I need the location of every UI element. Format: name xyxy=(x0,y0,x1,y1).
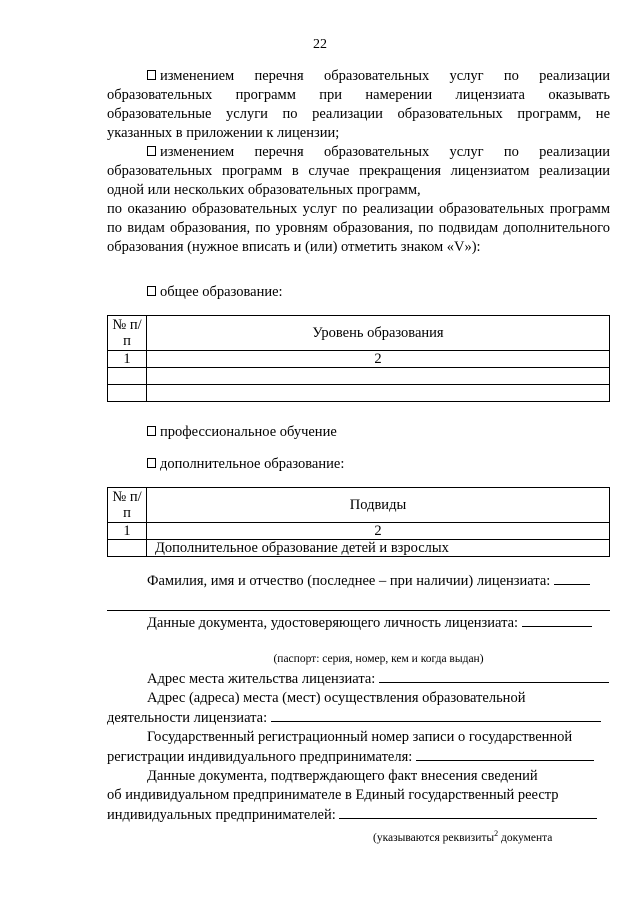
option-label: дополнительное образование: xyxy=(160,456,345,472)
table-cell: 2 xyxy=(147,523,610,540)
table-row xyxy=(108,368,610,385)
option-label: общее образование: xyxy=(160,284,283,300)
option-label: профессиональное обучение xyxy=(160,424,337,440)
egrip-label-line2: об индивидуальном предпринимателе в Единый государственный реестр xyxy=(107,787,559,803)
residence-input[interactable] xyxy=(379,669,609,683)
table-header-cell: № п/п xyxy=(108,316,147,351)
field-label: регистрации индивидуального предпринимателя: xyxy=(107,749,413,765)
ogrnip-input[interactable] xyxy=(416,747,594,761)
field-label: Данные документа, удостоверяющего личность лицензиата: xyxy=(147,615,519,631)
paragraph-change-add xyxy=(107,67,610,143)
table-cell[interactable]: Дополнительное образование детей и взрослых xyxy=(147,540,610,557)
id-document-field xyxy=(107,613,610,633)
ogrnip-field xyxy=(107,747,610,767)
checkbox-icon[interactable] xyxy=(147,146,156,156)
table-header-cell: № п/п xyxy=(108,488,147,523)
table-cell[interactable] xyxy=(108,368,147,385)
table-cell[interactable] xyxy=(108,385,147,402)
checkbox-icon[interactable] xyxy=(147,426,156,436)
checkbox-icon[interactable] xyxy=(147,286,156,296)
field-label: деятельности лицензиата: xyxy=(107,710,268,726)
field-label: Адрес места жительства лицензиата: xyxy=(147,671,376,687)
caption-text: (указываются реквизиты xyxy=(373,831,495,844)
table-cell: 1 xyxy=(108,351,147,368)
field-label: Фамилия, имя и отчество (последнее – при наличии) лицензиата: xyxy=(147,573,551,589)
option-additional xyxy=(107,455,610,474)
document-body xyxy=(107,67,610,848)
activity-address-label: Адрес (адреса) места (мест) осуществления образовательной xyxy=(147,690,526,706)
table-row xyxy=(108,540,610,557)
table-cell[interactable] xyxy=(147,385,610,402)
table-header-row xyxy=(108,316,610,351)
page-number: 22 xyxy=(313,37,327,52)
paragraph-services: по оказанию образовательных услуг по реализации образовательных программ по видам образования, по уровням образования, по подвидам дополнительного образования (нужное вписать и (или) отметить знаком «V»): xyxy=(107,201,610,255)
caption-text: документа xyxy=(500,831,553,844)
table-header-cell: Подвиды xyxy=(147,488,610,523)
fio-field xyxy=(107,571,610,591)
checkbox-icon[interactable] xyxy=(147,70,156,80)
table-cell: 1 xyxy=(108,523,147,540)
egrip-input[interactable] xyxy=(339,805,597,819)
footnote-marker: 2 xyxy=(494,829,499,838)
field-label: индивидуальных предпринимателей: xyxy=(107,807,336,823)
paragraph-text: изменением перечня образовательных услуг по реализации образовательных программ при намерении лицензиата оказывать образовательные услуги по реализации образовательных программ, не указанных в приложении к лицензии; xyxy=(107,68,610,141)
requisites-caption xyxy=(107,824,610,848)
option-professional xyxy=(107,423,610,442)
checkbox-icon[interactable] xyxy=(147,458,156,468)
egrip-label: Данные документа, подтверждающего факт внесения сведений xyxy=(147,768,538,784)
table-cell: 2 xyxy=(147,351,610,368)
egrip-field xyxy=(107,805,610,825)
paragraph-text: изменением перечня образовательных услуг по реализации образовательных программ в случае прекращения лицензиатом реализации одной или нескольких образовательных программ, xyxy=(107,144,610,198)
passport-caption: (паспорт: серия, номер, кем и когда выдан) xyxy=(273,653,484,665)
table-header-cell: Уровень образования xyxy=(147,316,610,351)
additional-education-table xyxy=(107,487,610,557)
table-cell[interactable] xyxy=(108,540,147,557)
id-document-input[interactable] xyxy=(522,613,592,627)
table-row xyxy=(108,351,610,368)
ogrnip-label: Государственный регистрационный номер записи о государственной xyxy=(147,729,573,745)
table-row xyxy=(108,385,610,402)
activity-address-input[interactable] xyxy=(271,708,601,722)
option-general xyxy=(107,283,610,302)
table-header-row xyxy=(108,488,610,523)
table-row xyxy=(108,523,610,540)
table-cell[interactable] xyxy=(147,368,610,385)
fio-input-line[interactable] xyxy=(107,592,610,611)
paragraph-change-remove xyxy=(107,143,610,200)
residence-field xyxy=(107,669,610,689)
activity-address-field xyxy=(107,708,610,728)
general-education-table xyxy=(107,315,610,402)
fio-input[interactable] xyxy=(554,571,590,585)
